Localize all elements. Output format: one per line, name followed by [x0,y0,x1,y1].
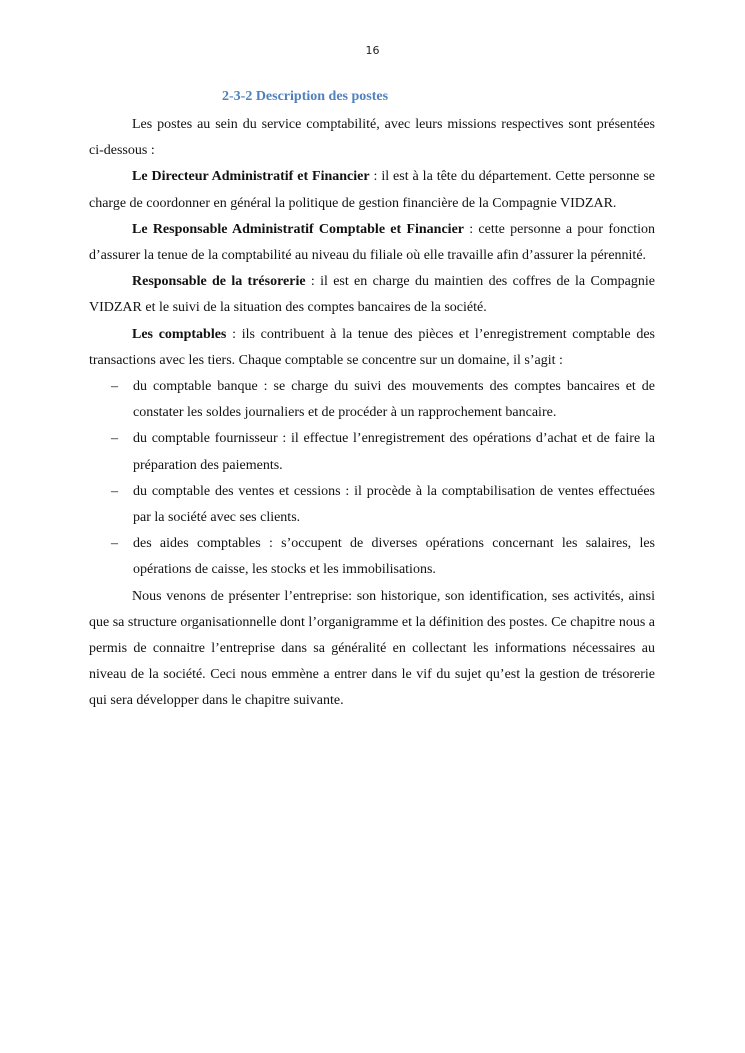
intro-paragraph: Les postes au sein du service comptabilité, avec leurs missions respectives sont présentées ci-dessous : [89,117,655,159]
comptables-list [89,374,655,584]
list-item-text: du comptable des ventes et cessions : il procède à la comptabilisation de ventes effectuées par la société avec ses clients. [133,483,655,526]
daf-paragraph [89,164,655,216]
racf-title: Le Responsable Administratif Comptable et Financier [132,221,464,237]
conclusion-paragraph: Nous venons de présenter l’entreprise: son historique, son identification, ses activités, ainsi que sa structure organisationnelle dont l’organigramme et la définition des postes. Ce chapitre nous a permis de connaitre l’entreprise dans sa généralité en collectant les informations nécessaires au niveau de la société. Ceci nous emmène a entrer dans le vif du sujet qu’est la gestion de trésorerie qui sera développer dans le chapitre suivante. [89,588,655,709]
racf-text: : cette personne a pour fonction d’assurer la tenue de la comptabilité au niveau du filiale où elle travaille afin d’assurer la pérennité. [89,221,655,264]
comptables-title: Les comptables [132,326,227,342]
list-item [89,531,655,583]
dash-marker: – [111,483,118,499]
dash-marker: – [111,379,118,395]
comptables-text: : ils contribuent à la tenue des pièces et l’enregistrement comptable des transactions avec les tiers. Chaque comptable se concentre sur un domaine, il s’agit : [89,326,655,368]
tresorerie-title: Responsable de la trésorerie [132,274,306,290]
list-item [89,426,655,478]
section-heading: 2-3-2 Description des postes [222,89,389,104]
tresorerie-paragraph [89,269,655,321]
racf-paragraph [89,217,655,269]
daf-text: : il est à la tête du département. Cette personne se charge de coordonner en général la politique de gestion financière de la Compagnie VIDZAR. [89,169,655,211]
dash-marker: – [111,431,118,447]
body-text [89,112,655,715]
dash-marker: – [111,536,118,552]
list-item-text: du comptable fournisseur : il effectue l’enregistrement des opérations d’achat et de faire la préparation des paiements. [133,431,655,473]
tresorerie-text: : il est en charge du maintien des coffres de la Compagnie VIDZAR et le suivi de la situation des comptes bancaires de la société. [89,274,655,316]
list-item [89,479,655,531]
list-item-text: du comptable banque : se charge du suivi des mouvements des comptes bancaires et de constater les soldes journaliers et de procéder à un rapprochement bancaire. [133,379,655,421]
daf-title: Le Directeur Administratif et Financier [132,169,370,185]
comptables-paragraph [89,322,655,374]
list-item [89,374,655,426]
page-number: 16 [365,44,380,57]
list-item-text: des aides comptables : s’occupent de diverses opérations concernant les salaires, les opérations de caisse, les stocks et les immobilisations. [133,536,655,578]
